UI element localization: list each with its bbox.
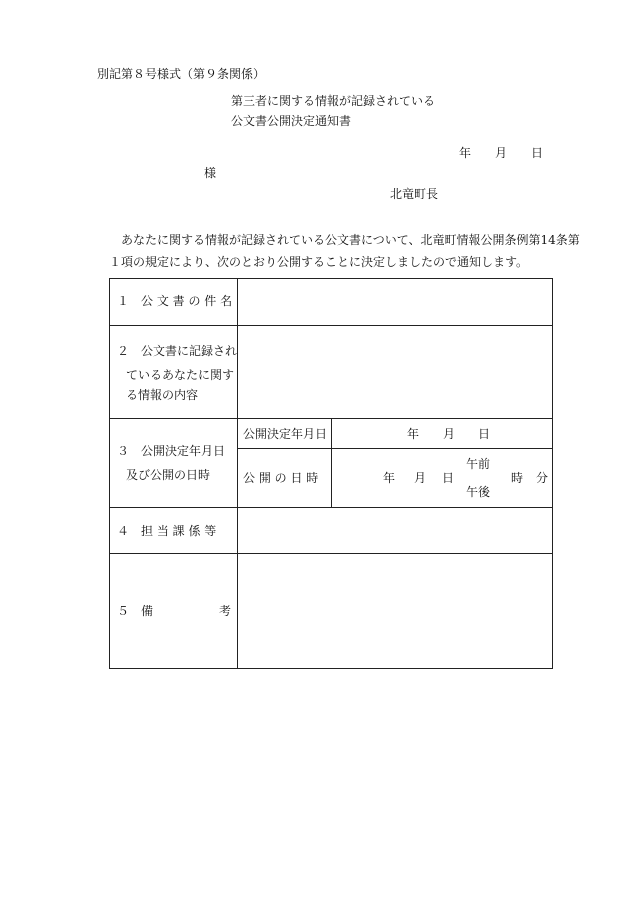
row-info-content-label-line2: ているあなたに関す bbox=[126, 368, 235, 382]
row-document-name-label: １ 公 文 書 の 件 名 bbox=[117, 294, 233, 308]
disclosure-time-hour[interactable]: 時 bbox=[511, 471, 524, 485]
notice-form-table bbox=[109, 278, 553, 669]
pm-option[interactable]: 午後 bbox=[466, 485, 491, 499]
disclosure-date-year[interactable]: 年 bbox=[383, 471, 396, 485]
decision-date-day[interactable]: 日 bbox=[478, 427, 491, 441]
disclosure-date-month[interactable]: 月 bbox=[414, 471, 427, 485]
row-info-content-label-line1: ２ 公文書に記録され bbox=[117, 344, 238, 358]
issuer-name: 北竜町長 bbox=[390, 187, 439, 201]
row-department-label: ４ 担 当 課 係 等 bbox=[117, 524, 217, 538]
am-option[interactable]: 午前 bbox=[466, 457, 491, 471]
row-decision-date-label-line2: 及び公開の日時 bbox=[126, 468, 211, 482]
row-info-content-label-line3: る情報の内容 bbox=[126, 388, 199, 402]
row-remarks-value[interactable] bbox=[239, 555, 551, 667]
header-date-day: 日 bbox=[531, 146, 544, 160]
row-info-content-value[interactable] bbox=[239, 327, 551, 417]
body-text-line1: あなたに関する情報が記録されている公文書について、北竜町情報公開条例第14条第 bbox=[121, 233, 580, 247]
row-remarks-label-end: 考 bbox=[219, 604, 232, 618]
body-text-line2: １項の規定により、次のとおり公開することに決定しましたので通知します。 bbox=[109, 255, 529, 269]
decision-date-sublabel: 公開決定年月日 bbox=[243, 427, 328, 441]
row-document-name-value[interactable] bbox=[239, 280, 551, 324]
form-reference: 別記第８号様式（第９条関係） bbox=[97, 67, 266, 81]
disclosure-datetime-sublabel: 公 開 の 日 時 bbox=[243, 471, 319, 485]
document-title-line2: 公文書公開決定通知書 bbox=[231, 114, 352, 128]
decision-date-year[interactable]: 年 bbox=[407, 427, 420, 441]
header-date-year: 年 bbox=[459, 146, 472, 160]
addressee-suffix: 様 bbox=[204, 166, 217, 180]
row-decision-date-label-line1: ３ 公開決定年月日 bbox=[117, 444, 226, 458]
decision-date-month[interactable]: 月 bbox=[443, 427, 456, 441]
header-date-month: 月 bbox=[495, 146, 508, 160]
disclosure-date-day[interactable]: 日 bbox=[442, 471, 455, 485]
row-remarks-label: ５ 備 bbox=[117, 604, 154, 618]
document-title-line1: 第三者に関する情報が記録されている bbox=[231, 94, 436, 108]
disclosure-time-minute[interactable]: 分 bbox=[536, 471, 549, 485]
row-department-value[interactable] bbox=[239, 509, 551, 552]
